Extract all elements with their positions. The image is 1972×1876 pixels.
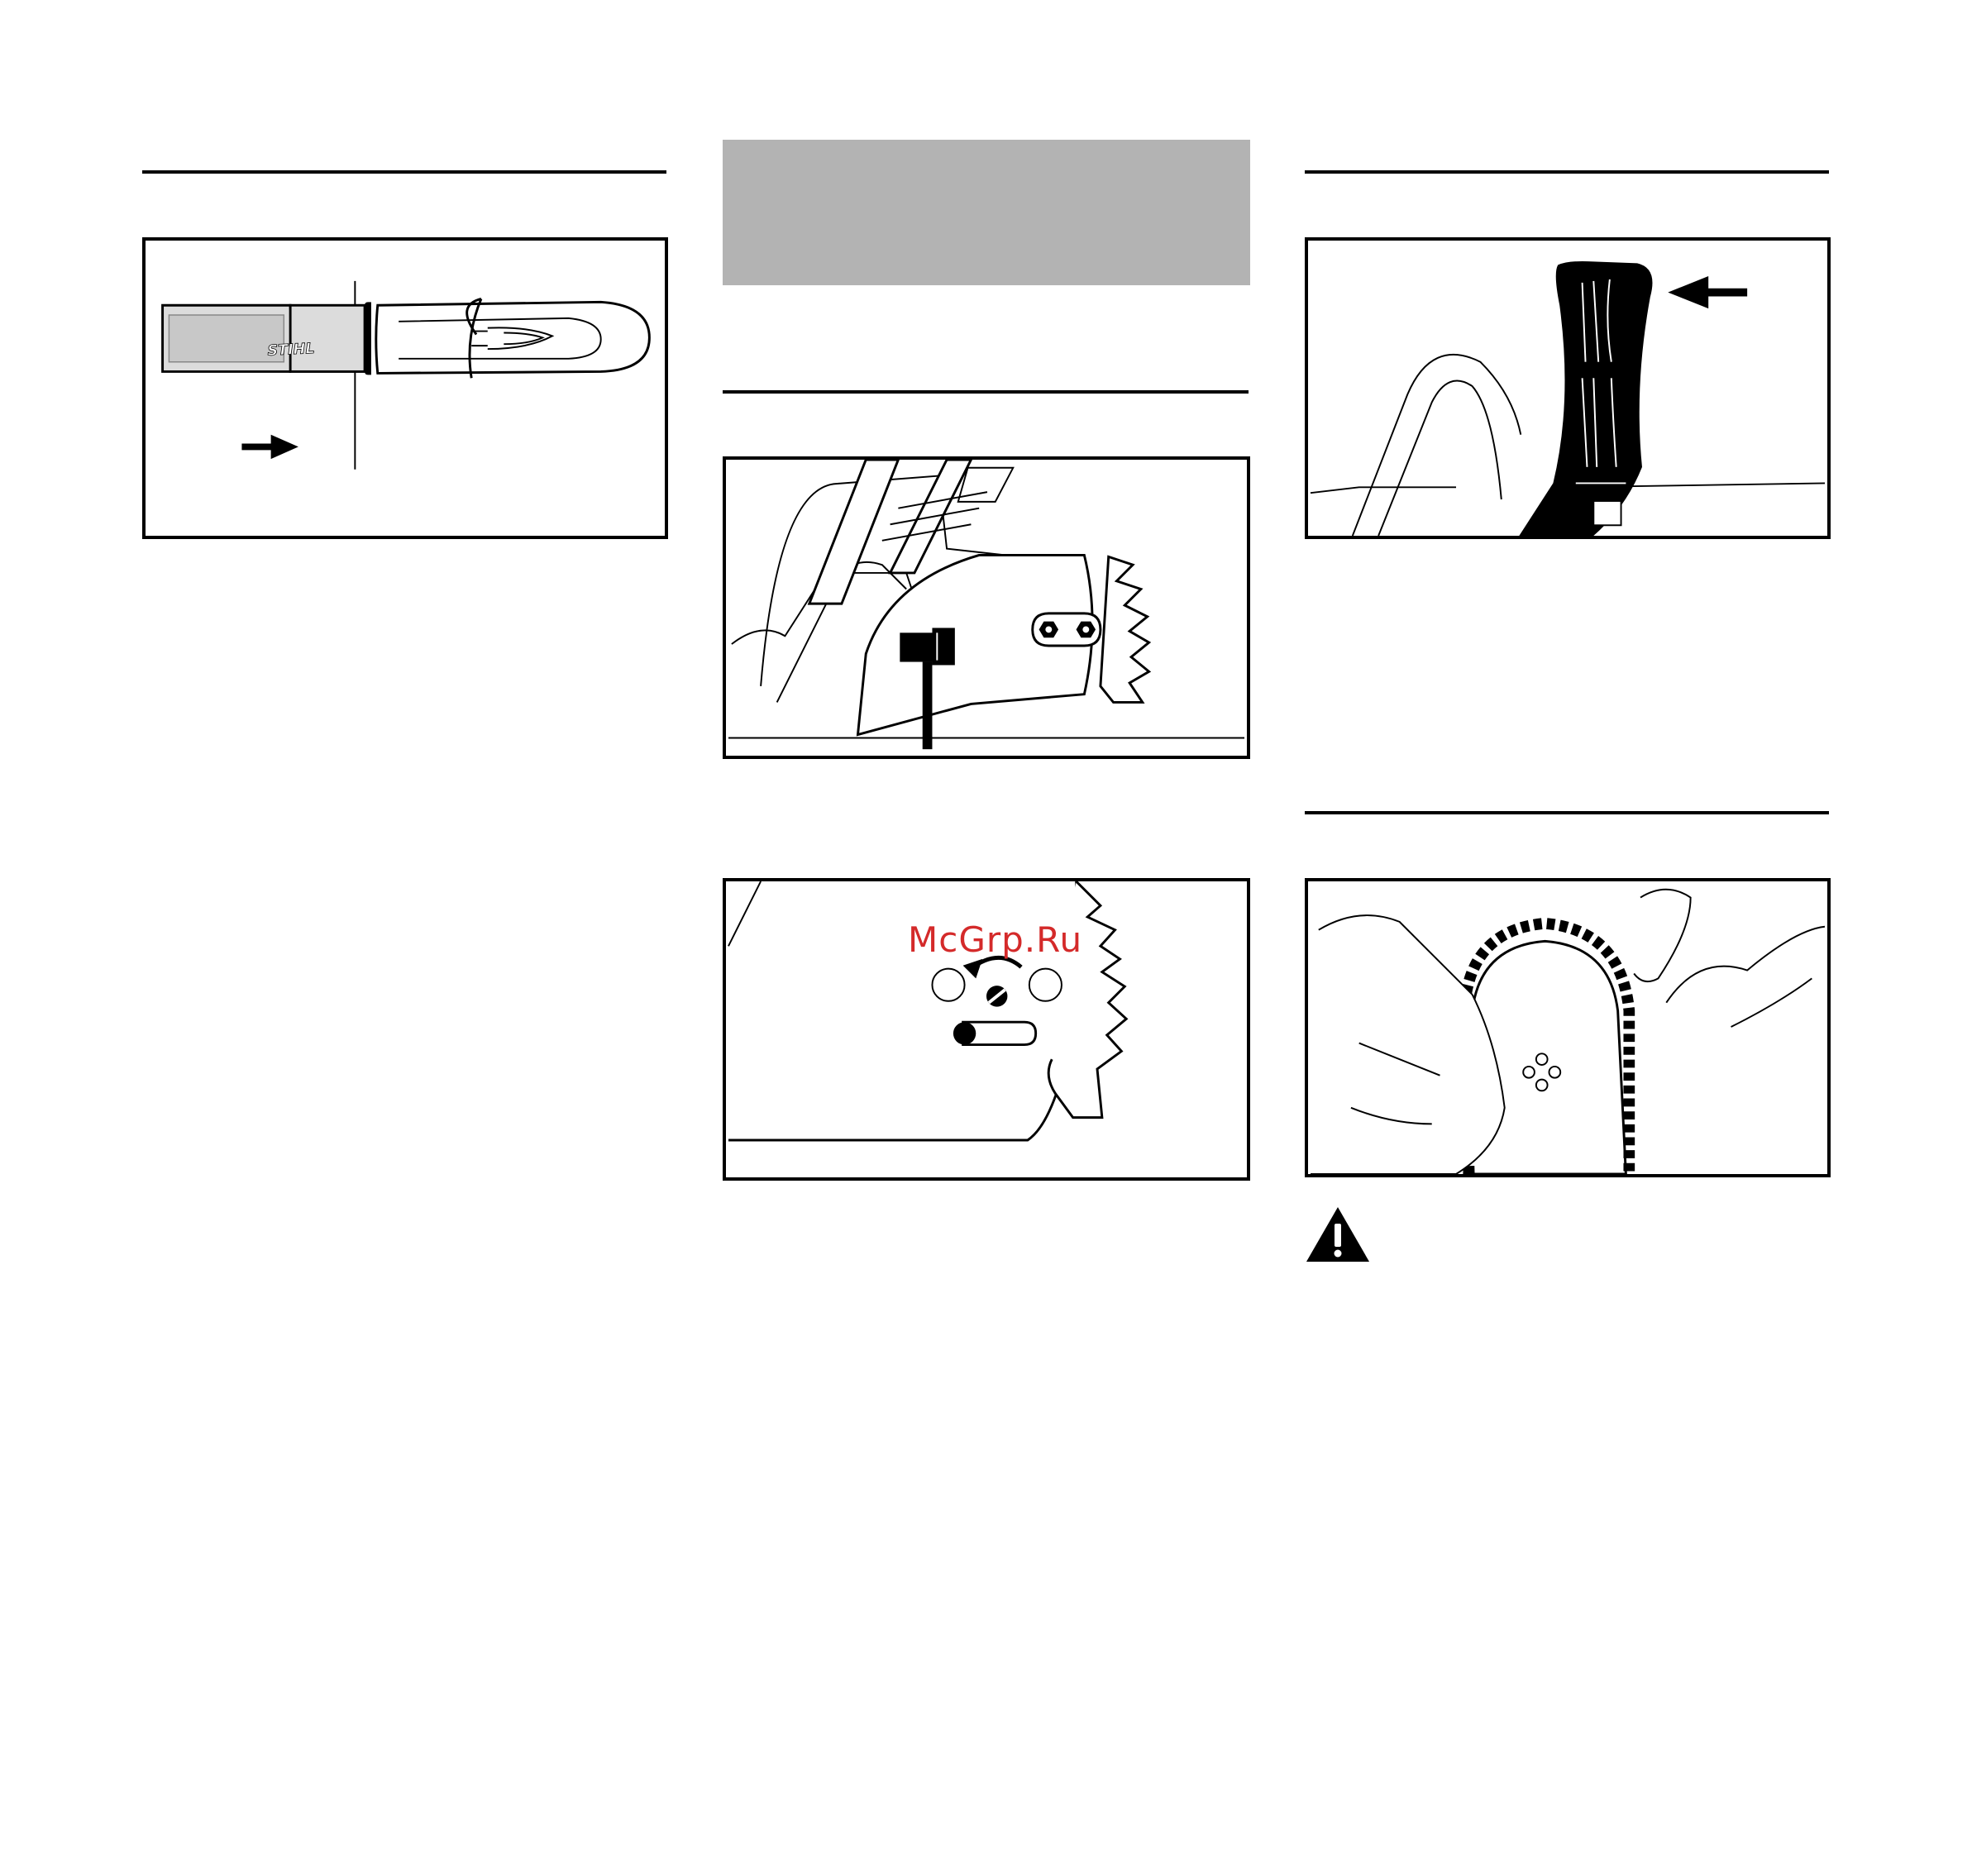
figure-sprocket-cover	[723, 456, 1250, 759]
warning-triangle-icon	[1305, 1205, 1371, 1263]
section-rule-right-bottom	[1305, 811, 1829, 814]
figure-scabbard	[142, 237, 668, 539]
scabbard-illustration	[146, 241, 665, 536]
sprocket-cover-illustration	[726, 460, 1247, 756]
figure-chain-check	[1305, 878, 1831, 1177]
section-rule-right-top	[1305, 170, 1829, 174]
chain-check-illustration	[1308, 881, 1827, 1174]
scabbard-brand: STIHL	[266, 340, 316, 360]
section-rule-left	[142, 170, 666, 174]
figure-chain-brake	[1305, 237, 1831, 539]
section-rule-middle	[723, 390, 1249, 394]
gray-heading-block	[723, 140, 1250, 285]
chain-brake-illustration	[1308, 241, 1827, 536]
watermark: McGrp.Ru	[908, 919, 1083, 960]
